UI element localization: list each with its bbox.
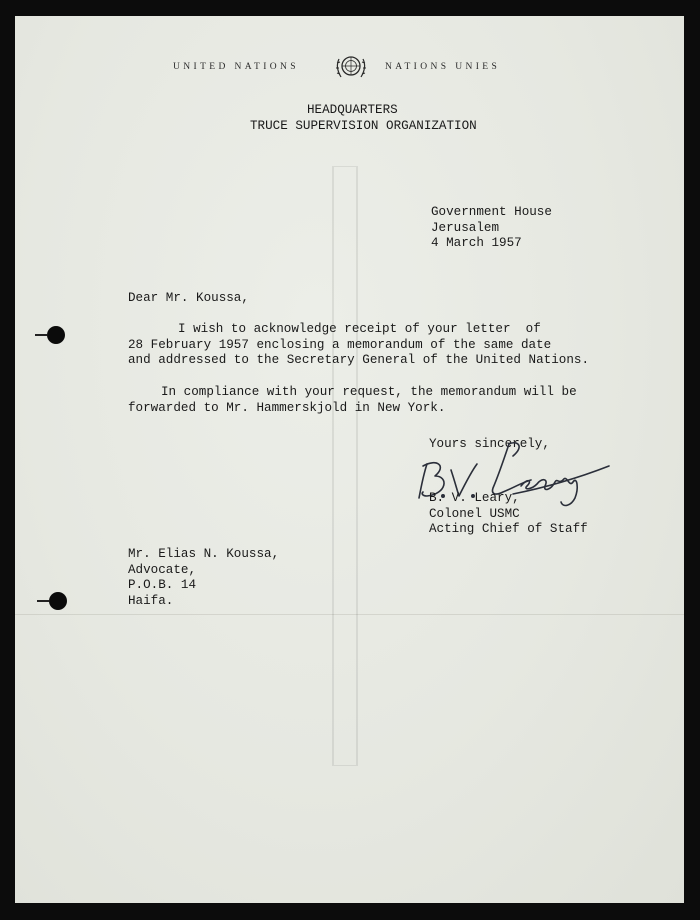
- signatory-name: B. V. Leary,: [429, 491, 520, 505]
- signatory-rank: Colonel USMC: [429, 507, 520, 521]
- recipient-occupation: Advocate,: [128, 563, 197, 577]
- header-organization: TRUCE SUPERVISION ORGANIZATION: [250, 119, 477, 133]
- body-p2-line2: forwarded to Mr. Hammerskjold in New York.: [128, 401, 446, 415]
- recipient-po-box: P.O.B. 14: [128, 578, 197, 592]
- salutation: Dear Mr. Koussa,: [128, 291, 249, 305]
- signatory-title: Acting Chief of Staff: [429, 522, 588, 536]
- body-p2-line1: In compliance with your request, the memorandum will be: [161, 385, 577, 399]
- letter-page: [15, 16, 684, 903]
- body-p1-line3: and addressed to the Secretary General of the United Nations.: [128, 353, 590, 367]
- punch-hole-lower: [49, 592, 67, 610]
- recipient-city: Haifa.: [128, 594, 174, 608]
- valediction: Yours sincerely,: [429, 437, 550, 451]
- punch-hole-upper: [47, 326, 65, 344]
- body-p1-line2: 28 February 1957 enclosing a memorandum of the same date: [128, 338, 552, 352]
- recipient-name: Mr. Elias N. Koussa,: [128, 547, 280, 561]
- letterhead-english: UNITED NATIONS: [173, 62, 299, 72]
- body-p1-line1: I wish to acknowledge receipt of your letter of: [178, 322, 541, 336]
- paper-watermark: [315, 166, 375, 766]
- letter-date: 4 March 1957: [431, 236, 522, 250]
- header-headquarters: HEADQUARTERS: [307, 103, 398, 117]
- letterhead-french: NATIONS UNIES: [385, 62, 501, 72]
- sender-address-line2: Jerusalem: [431, 221, 500, 235]
- sender-address-line1: Government House: [431, 205, 552, 219]
- un-emblem-icon: [331, 49, 371, 85]
